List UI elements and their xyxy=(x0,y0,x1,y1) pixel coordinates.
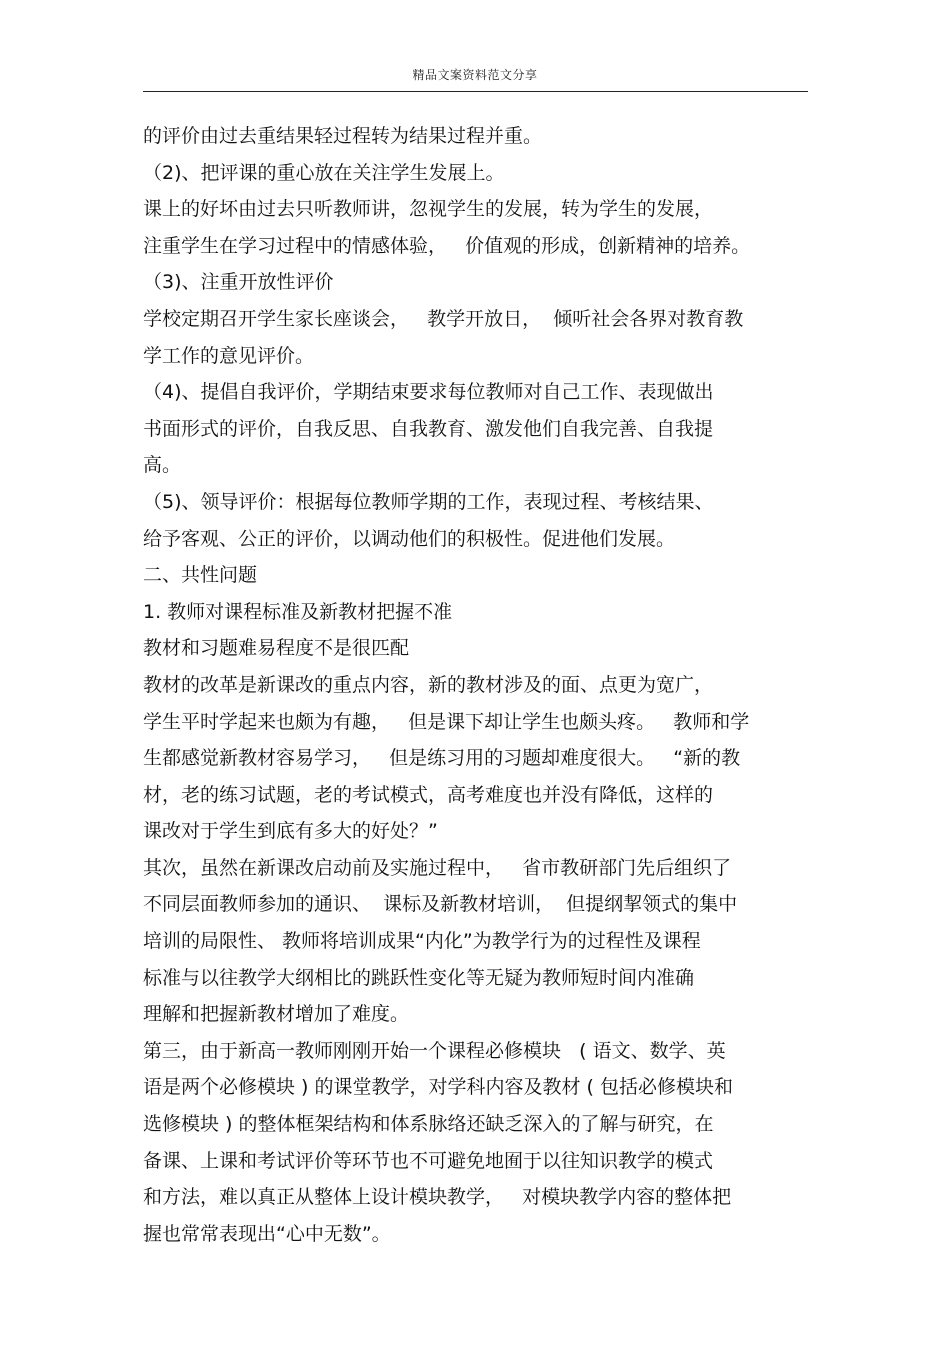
text-line: 第三，由于新高一教师刚刚开始一个课程必修模块 ( 语文、数学、英 xyxy=(143,1039,726,1062)
text-line: 书面形式的评价，自我反思、自我教育、激发他们自我完善、自我提 xyxy=(143,417,714,440)
text-line: 标准与以往教学大纲相比的跳跃性变化等无疑为教师短时间内准确 xyxy=(143,966,695,989)
section-heading: 二、共性问题 xyxy=(143,564,258,587)
text-line: （3)、注重开放性评价 xyxy=(143,271,334,294)
text-line: 选修模块 ) 的整体框架结构和体系脉络还缺乏深入的了解与研究，在 xyxy=(143,1113,714,1136)
text-line: 课上的好坏由过去只听教师讲，忽视学生的发展，转为学生的发展， xyxy=(143,198,714,221)
text-line: 注重学生在学习过程中的情感体验， 价值观的形成，创新精神的培养。 xyxy=(143,234,751,257)
page-header: 精品文案资料范文分享 xyxy=(412,68,538,82)
header-divider xyxy=(143,91,808,92)
text-line: 材，老的练习试题，老的考试模式，高考难度也并没有降低，这样的 xyxy=(143,783,714,806)
text-line: 的评价由过去重结果轻过程转为结果过程并重。 xyxy=(143,125,543,147)
text-line: （4)、提倡自我评价，学期结束要求每位教师对自己工作、表现做出 xyxy=(143,381,714,404)
text-line: （5)、领导评价：根据每位教师学期的工作，表现过程、考核结果、 xyxy=(143,490,714,513)
subsection-heading: 1. 教师对课程标准及新教材把握不准 xyxy=(143,600,453,623)
text-line: 给予客观、公正的评价，以调动他们的积极性。促进他们发展。 xyxy=(143,527,676,550)
text-line: 生都感觉新教材容易学习， 但是练习用的习题却难度很大。 “新的教 xyxy=(143,747,741,770)
text-line: 不同层面教师参加的通识、 课标及新教材培训， 但提纲挈领式的集中 xyxy=(143,893,738,916)
text-line: 教材的改革是新课改的重点内容，新的教材涉及的面、点更为宽广， xyxy=(143,673,714,696)
text-line: 培训的局限性、 教师将培训成果“内化”为教学行为的过程性及课程 xyxy=(143,930,701,953)
text-line: 语是两个必修模块 ) 的课堂教学，对学科内容及教材 ( 包括必修模块和 xyxy=(143,1076,733,1099)
text-line: 握也常常表现出“心中无数”。 xyxy=(143,1222,391,1245)
text-line: 和方法，难以真正从整体上设计模块教学， 对模块教学内容的整体把 xyxy=(143,1186,732,1209)
text-line: 课改对于学生到底有多大的好处？” xyxy=(143,820,438,843)
document-body xyxy=(143,118,813,1252)
text-line: 学生平时学起来也颇为有趣， 但是课下却让学生也颇头疼。 教师和学 xyxy=(143,710,750,733)
text-line: 教材和习题难易程度不是很匹配 xyxy=(143,637,410,660)
text-line: 备课、上课和考试评价等环节也不可避免地囿于以往知识教学的模式 xyxy=(143,1149,714,1172)
text-line: 其次，虽然在新课改启动前及实施过程中， 省市教研部门先后组织了 xyxy=(143,856,732,879)
text-line: 学校定期召开学生家长座谈会， 教学开放日， 倾听社会各界对教育教 xyxy=(143,307,744,330)
text-line: 高。 xyxy=(143,454,182,477)
text-line: 理解和把握新教材增加了难度。 xyxy=(143,1003,410,1026)
text-line: 学工作的意见评价。 xyxy=(143,344,315,367)
text-line: （2)、把评课的重心放在关注学生发展上。 xyxy=(143,161,505,184)
